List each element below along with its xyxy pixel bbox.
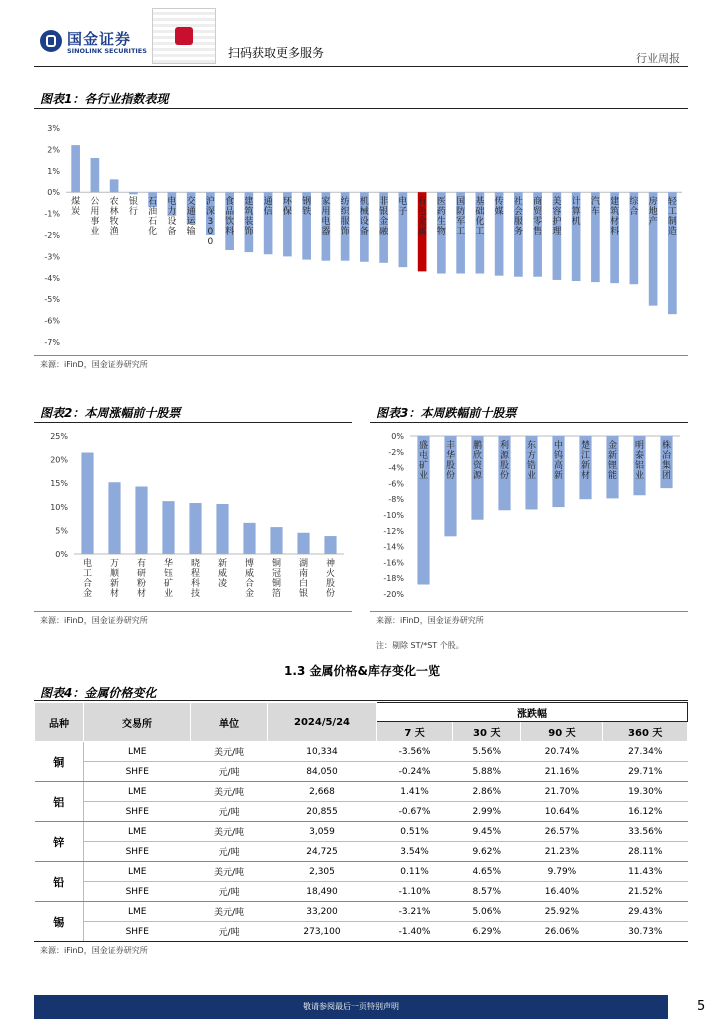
- cell-d90: 9.79%: [521, 862, 603, 882]
- bar: [297, 533, 309, 554]
- cell-d7: -3.21%: [377, 902, 453, 922]
- y-tick-label: -4%: [388, 463, 404, 473]
- category-label: 美容护理: [552, 197, 562, 238]
- fig4-source: 来源：iFinD，国金证券研究所: [40, 946, 148, 955]
- metal-name: 铝: [35, 782, 84, 822]
- fig2-title: 图表2：本周涨幅前十股票: [40, 406, 181, 420]
- cell-d360: 16.12%: [603, 802, 688, 822]
- category-label: 神火股份: [325, 559, 336, 599]
- category-label: 国防军工: [456, 197, 466, 238]
- cell-d360: 28.11%: [603, 842, 688, 862]
- cell-d30: 9.62%: [453, 842, 521, 862]
- y-tick-label: -1%: [44, 209, 60, 219]
- fig4-title: 图表4：金属价格变化: [40, 686, 157, 700]
- industry-index-chart: [34, 112, 688, 352]
- fig1-title: 图表1：各行业指数表现: [40, 92, 169, 106]
- y-tick-label: 1%: [47, 166, 60, 176]
- category-label: 丰华股份: [445, 441, 456, 481]
- y-tick-label: 10%: [50, 502, 68, 512]
- category-label: 通信: [263, 197, 273, 218]
- category-label: 楚江新材: [580, 441, 591, 481]
- category-label: 钢铁: [302, 197, 312, 218]
- fig3-note: 注：剔除 ST/*ST 个股。: [376, 641, 464, 650]
- category-label: 汽车: [590, 197, 600, 218]
- category-label: 纺织服饰: [340, 197, 350, 238]
- cell-unit: 元/吨: [191, 882, 268, 902]
- y-tick-label: 20%: [50, 455, 68, 465]
- y-tick-label: -12%: [383, 526, 404, 536]
- fig1-title-divider: [34, 108, 688, 109]
- cell-price: 2,305: [268, 862, 377, 882]
- table-row: [35, 822, 688, 842]
- category-label: 沪深 3 0 0: [205, 197, 215, 248]
- cell-d90: 26.06%: [521, 922, 603, 942]
- category-label: 鹏欣资源: [472, 441, 483, 481]
- metal-name: 铜: [35, 742, 84, 782]
- page-number: 5: [697, 999, 706, 1014]
- col-change: 涨跌幅: [377, 703, 688, 722]
- cell-d30: 4.65%: [453, 862, 521, 882]
- table-row: [35, 802, 688, 822]
- y-tick-label: 0%: [391, 432, 404, 441]
- table-row: [35, 902, 688, 922]
- y-tick-label: 25%: [50, 432, 68, 441]
- y-tick-label: -3%: [44, 252, 60, 262]
- fig1-bottom-divider: [34, 355, 688, 356]
- table-row: [35, 922, 688, 942]
- top-losers-chart: [370, 426, 688, 610]
- logo-en-text: SINOLINK SECURITIES: [67, 47, 147, 55]
- category-label: 煤炭: [71, 197, 81, 218]
- bar: [81, 453, 93, 554]
- cell-exchange: LME: [84, 862, 191, 882]
- cell-price: 18,490: [268, 882, 377, 902]
- category-label: 华钰矿业: [163, 559, 174, 599]
- fig3-title-divider: [370, 422, 688, 423]
- top-gainers-chart: [34, 426, 352, 610]
- bar: [324, 536, 336, 554]
- bar: [189, 503, 201, 554]
- cell-price: 24,725: [268, 842, 377, 862]
- cell-unit: 元/吨: [191, 802, 268, 822]
- table-row: [35, 762, 688, 782]
- fig3-bottom-divider: [370, 611, 688, 612]
- category-label: 利源股份: [499, 441, 510, 481]
- category-label: 金新锂能: [607, 441, 618, 481]
- y-tick-label: -10%: [383, 511, 404, 520]
- bar: [243, 523, 255, 554]
- cell-d90: 21.16%: [521, 762, 603, 782]
- category-label: 环保: [282, 197, 292, 218]
- cell-price: 2,668: [268, 782, 377, 802]
- category-label: 有色金属: [417, 197, 427, 238]
- category-label: 交通运输: [186, 197, 196, 238]
- cell-exchange: LME: [84, 782, 191, 802]
- cell-d7: 0.51%: [377, 822, 453, 842]
- category-label: 轻工制造: [667, 197, 677, 238]
- col-variety: 品种: [35, 703, 84, 742]
- col-90d: 90 天: [521, 722, 603, 742]
- footer-disclaimer: 敬请参阅最后一页特别声明: [303, 1002, 399, 1011]
- col-date: 2024/5/24: [268, 703, 377, 742]
- col-unit: 单位: [191, 703, 268, 742]
- y-tick-label: -5%: [44, 295, 60, 305]
- cell-d7: -1.40%: [377, 922, 453, 942]
- category-label: 博威合金: [244, 559, 255, 599]
- bar: [162, 501, 174, 554]
- y-tick-label: -14%: [383, 542, 404, 552]
- y-tick-label: -4%: [44, 273, 60, 283]
- category-label: 建筑装饰: [244, 197, 254, 238]
- y-tick-label: -16%: [383, 558, 404, 568]
- y-tick-label: 0%: [47, 188, 60, 198]
- col-exchange: 交易所: [84, 703, 191, 742]
- category-label: 有研粉材: [136, 559, 147, 599]
- table-row: [35, 862, 688, 882]
- category-label: 中钨高新: [553, 441, 564, 481]
- y-tick-label: -20%: [383, 590, 404, 599]
- cell-exchange: SHFE: [84, 922, 191, 942]
- category-label: 社会服务: [513, 197, 523, 238]
- cell-exchange: SHFE: [84, 802, 191, 822]
- fig4-bottom-divider: [34, 941, 688, 942]
- scan-prompt: 扫码获取更多服务: [228, 46, 325, 60]
- cell-exchange: LME: [84, 742, 191, 762]
- cell-d90: 20.74%: [521, 742, 603, 762]
- y-tick-label: -18%: [383, 574, 404, 584]
- cell-d7: 1.41%: [377, 782, 453, 802]
- bar: [108, 482, 120, 554]
- header-divider: [34, 66, 688, 67]
- cell-price: 33,200: [268, 902, 377, 922]
- category-label: 建筑材料: [610, 197, 620, 238]
- cell-d7: -0.67%: [377, 802, 453, 822]
- bar: [110, 179, 119, 192]
- cell-d30: 8.57%: [453, 882, 521, 902]
- bar: [71, 145, 80, 192]
- cell-unit: 元/吨: [191, 922, 268, 942]
- category-label: 石油石化: [148, 197, 158, 238]
- table-row: [35, 842, 688, 862]
- y-tick-label: -8%: [388, 495, 404, 505]
- cell-unit: 元/吨: [191, 762, 268, 782]
- cell-exchange: SHFE: [84, 882, 191, 902]
- cell-exchange: SHFE: [84, 842, 191, 862]
- report-type: 行业周报: [636, 52, 680, 65]
- category-label: 电工合金: [82, 559, 93, 599]
- category-label: 万顺新材: [109, 559, 120, 599]
- table-row: [35, 882, 688, 902]
- col-30d: 30 天: [453, 722, 521, 742]
- cell-unit: 美元/吨: [191, 742, 268, 762]
- cell-d30: 2.86%: [453, 782, 521, 802]
- fig2-bottom-divider: [34, 611, 352, 612]
- category-label: 机械设备: [359, 197, 369, 238]
- table-row: [35, 742, 688, 762]
- category-label: 医药生物: [436, 197, 446, 238]
- cell-exchange: SHFE: [84, 762, 191, 782]
- fig4-title-divider: [34, 700, 688, 701]
- category-label: 传媒: [494, 197, 504, 218]
- category-label: 农林牧渔: [109, 197, 119, 238]
- category-label: 基础化工: [475, 197, 485, 238]
- cell-exchange: LME: [84, 902, 191, 922]
- fig2-source: 来源：iFinD，国金证券研究所: [40, 616, 148, 625]
- category-label: 盛屯矿业: [418, 441, 429, 481]
- y-tick-label: 3%: [47, 124, 60, 133]
- cell-d7: 0.11%: [377, 862, 453, 882]
- metal-price-table: [34, 702, 688, 942]
- cell-d360: 27.34%: [603, 742, 688, 762]
- y-tick-label: -6%: [388, 479, 404, 489]
- cell-d360: 19.30%: [603, 782, 688, 802]
- category-label: 综合: [629, 197, 639, 218]
- bar: [270, 527, 282, 554]
- cell-d30: 9.45%: [453, 822, 521, 842]
- y-tick-label: -2%: [44, 231, 60, 240]
- category-label: 食品饮料: [225, 197, 235, 238]
- cell-price: 84,050: [268, 762, 377, 782]
- category-label: 晓程科技: [190, 559, 201, 599]
- fig3-source: 来源：iFinD，国金证券研究所: [376, 616, 484, 625]
- cell-d30: 5.56%: [453, 742, 521, 762]
- cell-d90: 25.92%: [521, 902, 603, 922]
- logo-cn-text: 国金证券: [67, 30, 132, 48]
- y-tick-label: -7%: [44, 338, 60, 347]
- category-label: 家用电器: [321, 197, 331, 238]
- cell-exchange: LME: [84, 822, 191, 842]
- category-label: 非银金融: [379, 197, 389, 238]
- logo-icon: [40, 30, 62, 52]
- cell-d90: 16.40%: [521, 882, 603, 902]
- fig2-title-divider: [34, 422, 352, 423]
- cell-d360: 33.56%: [603, 822, 688, 842]
- category-label: 株冶集团: [661, 441, 672, 481]
- metal-name: 锌: [35, 822, 84, 862]
- cell-d7: 3.54%: [377, 842, 453, 862]
- category-label: 商贸零售: [533, 197, 543, 238]
- cell-d30: 5.88%: [453, 762, 521, 782]
- category-label: 明泰铝业: [634, 441, 645, 481]
- bar: [216, 504, 228, 554]
- cell-d90: 26.57%: [521, 822, 603, 842]
- y-tick-label: 2%: [47, 145, 60, 155]
- category-label: 计算机: [571, 197, 581, 228]
- fig3-title: 图表3：本周跌幅前十股票: [376, 406, 517, 420]
- cell-d7: -1.10%: [377, 882, 453, 902]
- qr-code-icon[interactable]: [152, 8, 216, 64]
- cell-price: 10,334: [268, 742, 377, 762]
- category-label: 东方锆业: [526, 441, 537, 481]
- cell-price: 20,855: [268, 802, 377, 822]
- cell-d90: 21.23%: [521, 842, 603, 862]
- cell-d360: 29.71%: [603, 762, 688, 782]
- cell-d360: 29.43%: [603, 902, 688, 922]
- category-label: 新威凌: [217, 559, 228, 589]
- category-label: 银行: [128, 197, 138, 218]
- y-tick-label: 0%: [55, 550, 68, 559]
- bar: [135, 487, 147, 554]
- cell-unit: 美元/吨: [191, 782, 268, 802]
- col-360d: 360 天: [603, 722, 688, 742]
- cell-d30: 2.99%: [453, 802, 521, 822]
- cell-d7: -0.24%: [377, 762, 453, 782]
- cell-d30: 6.29%: [453, 922, 521, 942]
- y-tick-label: 5%: [55, 526, 68, 536]
- section-heading: 1.3 金属价格&库存变化一览: [284, 664, 440, 678]
- brand-logo: [40, 28, 150, 58]
- y-tick-label: -2%: [388, 447, 404, 457]
- metal-name: 锡: [35, 902, 84, 942]
- category-label: 电子: [398, 197, 408, 218]
- cell-d7: -3.56%: [377, 742, 453, 762]
- fig1-source: 来源：iFinD，国金证券研究所: [40, 360, 148, 369]
- cell-unit: 美元/吨: [191, 862, 268, 882]
- cell-price: 3,059: [268, 822, 377, 842]
- category-label: 公用事业: [90, 197, 100, 238]
- bar: [129, 192, 138, 194]
- category-label: 铜冠铜箔: [271, 559, 282, 599]
- y-tick-label: -6%: [44, 316, 60, 326]
- category-label: 电力设备: [167, 197, 177, 238]
- cell-price: 273,100: [268, 922, 377, 942]
- cell-d360: 11.43%: [603, 862, 688, 882]
- cell-unit: 美元/吨: [191, 902, 268, 922]
- cell-d90: 10.64%: [521, 802, 603, 822]
- table-row: [35, 782, 688, 802]
- cell-d30: 5.06%: [453, 902, 521, 922]
- cell-d360: 30.73%: [603, 922, 688, 942]
- cell-d360: 21.52%: [603, 882, 688, 902]
- metal-name: 铅: [35, 862, 84, 902]
- category-label: 房地产: [648, 197, 658, 228]
- cell-unit: 元/吨: [191, 842, 268, 862]
- bar: [91, 158, 100, 192]
- col-7d: 7 天: [377, 722, 453, 742]
- cell-unit: 美元/吨: [191, 822, 268, 842]
- cell-d90: 21.70%: [521, 782, 603, 802]
- y-tick-label: 15%: [50, 479, 68, 489]
- category-label: 湖南白银: [298, 559, 309, 599]
